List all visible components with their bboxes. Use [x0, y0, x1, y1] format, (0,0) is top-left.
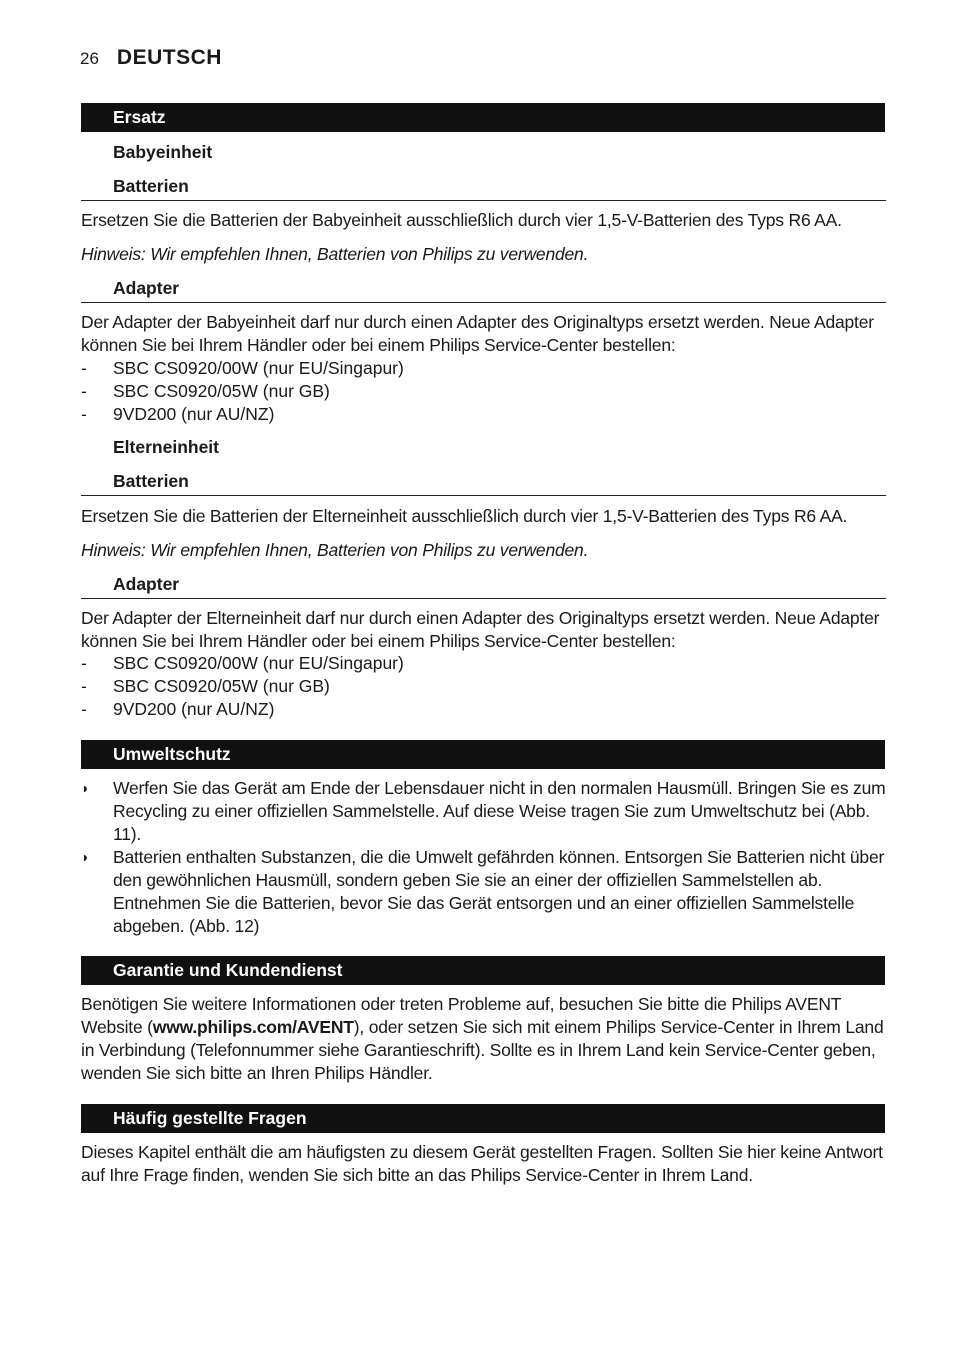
language-title: DEUTSCH: [116, 46, 222, 69]
umweltschutz-list: [81, 777, 887, 938]
divider: [81, 495, 886, 496]
list-item: - 9VD200 (nur AU/NZ): [81, 699, 275, 719]
divider: [81, 200, 886, 201]
list-item: - SBC CS0920/05W (nur GB): [81, 381, 330, 401]
parent-batteries-text: Ersetzen Sie die Batterien der Elterneinheit ausschließlich durch vier 1,5-V-Batterien des Typs R6 AA.: [81, 506, 848, 526]
divider: [81, 302, 886, 303]
baby-adapter-list: [81, 357, 887, 426]
page-header: [80, 46, 222, 70]
parent-adapter-text: Der Adapter der Elterneinheit darf nur durch einen Adapter des Originaltyps ersetzt werden. Neue Adapter können Sie bei Ihrem Händler oder bei einem Philips Service-Center bestellen:: [81, 608, 880, 651]
section-bar-faq: Häufig gestellte Fragen: [81, 1104, 885, 1133]
parent-note: Hinweis: Wir empfehlen Ihnen, Batterien von Philips zu verwenden.: [81, 540, 589, 560]
subhead-adapter-baby: Adapter: [113, 278, 180, 298]
bullet-icon: ◗: [81, 849, 90, 865]
list-item: - SBC CS0920/05W (nur GB): [81, 676, 330, 696]
baby-adapter-text: Der Adapter der Babyeinheit darf nur durch einen Adapter des Originaltyps ersetzt werden. Neue Adapter können Sie bei Ihrem Händler oder bei einem Philips Service-Center bestellen:: [81, 312, 874, 355]
list-item: - 9VD200 (nur AU/NZ): [81, 404, 275, 424]
garantie-text: Benötigen Sie weitere Informationen oder treten Probleme auf, besuchen Sie bitte die Philips AVENT Website (www.philips.com/AVENT), oder setzen Sie sich mit einem Philips Service-Center in Ihrem Land in Verbindung (Telefonnummer siehe Garantieschrift). Sollte es in Ihrem Land kein Service-Center geben, wenden Sie sich bitte an Ihren Philips Händler.: [81, 994, 884, 1083]
baby-note: Hinweis: Wir empfehlen Ihnen, Batterien von Philips zu verwenden.: [81, 244, 589, 264]
faq-text: Dieses Kapitel enthält die am häufigsten zu diesem Gerät gestellten Fragen. Sollten Sie hier keine Antwort auf Ihre Frage finden, wenden Sie sich bitte an das Philips Service-Center in Ihrem Land.: [81, 1142, 883, 1185]
subhead-elterneinheit: Elterneinheit: [113, 437, 219, 457]
list-item: - SBC CS0920/00W (nur EU/Singapur): [81, 653, 404, 673]
list-item: ◗ Werfen Sie das Gerät am Ende der Lebensdauer nicht in den normalen Hausmüll. Bringen Sie es zum Recycling zu einer offiziellen Sammelstelle. Auf diese Weise tragen Sie zum Umweltschutz bei (Abb. 11).: [81, 778, 886, 844]
subhead-babyeinheit: Babyeinheit: [113, 142, 213, 162]
section-bar-umweltschutz: Umweltschutz: [81, 740, 885, 769]
list-item: - SBC CS0920/00W (nur EU/Singapur): [81, 358, 404, 378]
parent-adapter-list: [81, 652, 887, 721]
baby-batteries-text: Ersetzen Sie die Batterien der Babyeinheit ausschließlich durch vier 1,5-V-Batterien des Typs R6 AA.: [81, 210, 842, 230]
subhead-adapter-parent: Adapter: [113, 574, 180, 594]
section-bar-ersatz: Ersatz: [81, 103, 885, 132]
website-link[interactable]: www.philips.com/AVENT: [152, 1017, 354, 1037]
bullet-icon: ◗: [81, 780, 90, 796]
section-bar-garantie: Garantie und Kundendienst: [81, 956, 885, 985]
subhead-batterien-baby: Batterien: [113, 176, 189, 196]
subhead-batterien-parent: Batterien: [113, 471, 189, 491]
divider: [81, 598, 886, 599]
page-number: 26: [80, 49, 99, 68]
list-item: ◗ Batterien enthalten Substanzen, die die Umwelt gefährden können. Entsorgen Sie Batterien nicht über den gewöhnlichen Hausmüll, sondern geben Sie sie an einer der offiziellen Sammelstellen ab. Entnehmen Sie die Batterien, bevor Sie das Gerät entsorgen und an einer offiziellen Sammelstelle abgeben. (Abb. 12): [81, 847, 885, 936]
